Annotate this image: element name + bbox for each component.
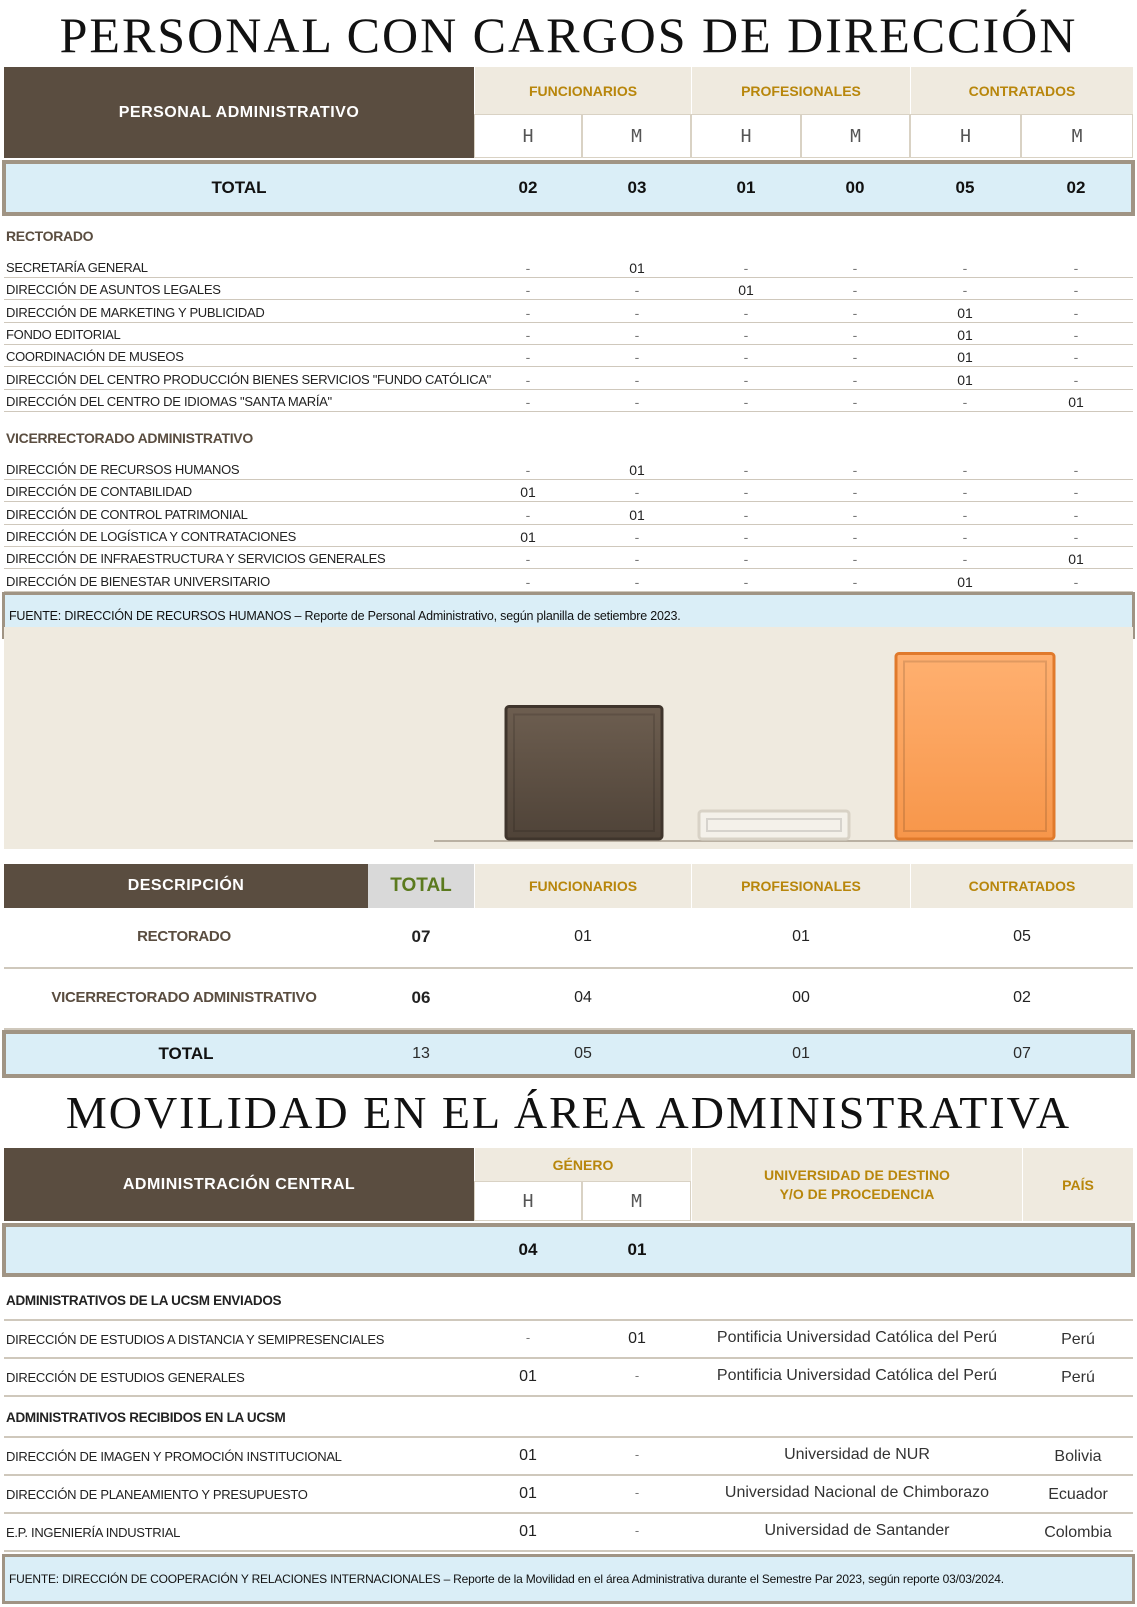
mobility-row-h: 01 bbox=[519, 1368, 537, 1385]
row-value: - bbox=[962, 484, 968, 501]
row-value: 01 bbox=[1068, 393, 1084, 410]
mobility-row-m: 01 bbox=[628, 1330, 646, 1347]
mobility-row-pais: Colombia bbox=[1044, 1524, 1112, 1541]
header-sub-m: M bbox=[1021, 114, 1133, 158]
table-row bbox=[4, 368, 1133, 390]
mobility-row-h: 01 bbox=[519, 1447, 537, 1464]
row-value: - bbox=[634, 349, 640, 366]
summary-row bbox=[4, 969, 1133, 1030]
section-heading: VICERRECTORADO ADMINISTRATIVO bbox=[6, 430, 253, 446]
header-funcionarios: FUNCIONARIOS bbox=[474, 67, 691, 114]
row-value: - bbox=[962, 282, 968, 299]
row-value: - bbox=[525, 304, 531, 321]
mobility-row-universidad: Pontificia Universidad Católica del Perú bbox=[716, 1329, 998, 1346]
mobility-row-m: - bbox=[634, 1368, 640, 1383]
header-universidad-line1: UNIVERSIDAD DE DESTINO bbox=[764, 1166, 950, 1183]
mobility-row-m: - bbox=[634, 1485, 640, 1500]
mobility-row bbox=[4, 1321, 1133, 1359]
row-value: 01 bbox=[520, 484, 536, 501]
row-label: DIRECCIÓN DE CONTROL PATRIMONIAL bbox=[6, 506, 248, 522]
row-value: - bbox=[852, 462, 858, 478]
row-value: - bbox=[743, 528, 749, 545]
row-value: - bbox=[743, 349, 749, 366]
row-value: - bbox=[962, 462, 968, 478]
total-value: 02 bbox=[1066, 178, 1086, 197]
mobility-row-label: DIRECCIÓN DE IMAGEN Y PROMOCIÓN INSTITUCIONAL bbox=[6, 1449, 342, 1464]
row-value: 01 bbox=[957, 573, 973, 590]
row-value: - bbox=[525, 506, 531, 523]
table-row bbox=[4, 480, 1133, 502]
row-value: 01 bbox=[629, 260, 645, 276]
mobility-row-universidad: Pontificia Universidad Católica del Perú bbox=[716, 1367, 998, 1384]
row-value: 01 bbox=[738, 282, 754, 299]
row-value: - bbox=[1073, 304, 1079, 321]
row-value: - bbox=[634, 371, 640, 388]
row-value: - bbox=[743, 462, 749, 478]
mobility-total-row bbox=[2, 1223, 1135, 1277]
row-value: - bbox=[852, 506, 858, 523]
summary-header-profesionales: PROFESIONALES bbox=[691, 864, 910, 908]
mobility-row bbox=[4, 1514, 1133, 1552]
row-value: 01 bbox=[629, 462, 645, 478]
header-sub-h: H bbox=[474, 114, 582, 158]
header-administracion-central: ADMINISTRACIÓN CENTRAL bbox=[4, 1148, 474, 1221]
row-label: DIRECCIÓN DE MARKETING Y PUBLICIDAD bbox=[6, 304, 265, 320]
total-value: 01 bbox=[736, 178, 756, 197]
mobility-row-label: E.P. INGENIERÍA INDUSTRIAL bbox=[6, 1525, 181, 1540]
total-value: 00 bbox=[845, 178, 865, 197]
row-value: - bbox=[634, 326, 640, 343]
row-value: - bbox=[852, 484, 858, 501]
summary-row-total: 06 bbox=[411, 988, 431, 1007]
row-value: - bbox=[852, 573, 858, 590]
row-value: 01 bbox=[1068, 551, 1084, 568]
row-value: - bbox=[852, 551, 858, 568]
summary-total-value: 07 bbox=[1013, 1045, 1031, 1062]
total-value: 03 bbox=[627, 178, 647, 197]
row-value: - bbox=[852, 260, 858, 276]
summary-header-descripcion: DESCRIPCIÓN bbox=[4, 864, 368, 908]
table-row bbox=[4, 301, 1133, 323]
page-title-direccion: PERSONAL CON CARGOS DE DIRECCIÓN bbox=[59, 7, 1078, 63]
section-heading: ADMINISTRATIVOS DE LA UCSM ENVIADOS bbox=[6, 1293, 282, 1308]
mobility-row bbox=[4, 1359, 1133, 1397]
mobility-row-h: 01 bbox=[519, 1523, 537, 1540]
row-value: 01 bbox=[520, 528, 536, 545]
mobility-row-pais: Perú bbox=[1061, 1369, 1095, 1386]
row-value: 01 bbox=[957, 349, 973, 366]
header-sub-m: M bbox=[801, 114, 910, 158]
header-contratados: CONTRATADOS bbox=[910, 67, 1133, 114]
mobility-row-m: - bbox=[634, 1447, 640, 1462]
mobility-row-m: - bbox=[634, 1523, 640, 1538]
header-sub-m: M bbox=[582, 114, 691, 158]
mobility-row-universidad: Universidad de NUR bbox=[784, 1446, 930, 1463]
header-pais: PAÍS bbox=[1022, 1148, 1133, 1221]
row-value: - bbox=[525, 282, 531, 299]
summary-header-total: TOTAL bbox=[368, 864, 474, 908]
mobility-row-pais: Ecuador bbox=[1048, 1486, 1108, 1503]
page-title-movilidad: MOVILIDAD EN EL ÁREA ADMINISTRATIVA bbox=[65, 1087, 1072, 1138]
row-value: - bbox=[525, 349, 531, 366]
row-value: - bbox=[743, 551, 749, 568]
row-value: 01 bbox=[629, 506, 645, 523]
total-label: TOTAL bbox=[211, 178, 267, 197]
bar-chart-svg bbox=[4, 627, 1133, 849]
summary-total-value: 01 bbox=[792, 1045, 810, 1062]
row-value: - bbox=[743, 304, 749, 321]
row-label: DIRECCIÓN DE ASUNTOS LEGALES bbox=[6, 282, 221, 298]
header-genero: GÉNERO bbox=[474, 1148, 691, 1181]
row-value: - bbox=[852, 304, 858, 321]
row-value: - bbox=[852, 371, 858, 388]
row-value: - bbox=[852, 349, 858, 366]
row-label: DIRECCIÓN DE CONTABILIDAD bbox=[6, 484, 192, 500]
mobility-row-universidad: Universidad de Santander bbox=[764, 1522, 950, 1539]
bar-contratados bbox=[896, 654, 1054, 840]
header-profesionales: PROFESIONALES bbox=[691, 67, 910, 114]
table-row bbox=[4, 503, 1133, 525]
row-label: SECRETARÍA GENERAL bbox=[6, 260, 148, 275]
row-value: - bbox=[634, 551, 640, 568]
header-sub-m: M bbox=[582, 1181, 691, 1221]
row-value: - bbox=[634, 573, 640, 590]
header-sub-h: H bbox=[910, 114, 1021, 158]
row-value: - bbox=[743, 371, 749, 388]
row-value: - bbox=[1073, 484, 1079, 501]
row-label: DIRECCIÓN DE RECURSOS HUMANOS bbox=[6, 462, 240, 477]
row-value: - bbox=[852, 393, 858, 410]
summary-total-label: TOTAL bbox=[158, 1044, 214, 1063]
row-value: - bbox=[852, 282, 858, 299]
mobility-row-pais: Bolivia bbox=[1054, 1448, 1102, 1465]
row-value: - bbox=[1073, 282, 1079, 299]
row-label: DIRECCIÓN DE BIENESTAR UNIVERSITARIO bbox=[6, 573, 270, 589]
summary-row bbox=[4, 908, 1133, 969]
summary-row-value: 05 bbox=[1013, 928, 1031, 945]
summary-row-value: 01 bbox=[574, 928, 592, 945]
row-value: 01 bbox=[957, 326, 973, 343]
table-row bbox=[4, 570, 1133, 592]
row-value: - bbox=[1073, 349, 1079, 366]
row-value: - bbox=[962, 393, 968, 410]
row-value: - bbox=[634, 282, 640, 299]
summary-total-value: 05 bbox=[574, 1045, 592, 1062]
bar-profesionales bbox=[699, 811, 849, 839]
header-universidad-destino bbox=[691, 1148, 1022, 1221]
section-heading: ADMINISTRATIVOS RECIBIDOS EN LA UCSM bbox=[6, 1410, 286, 1425]
summary-row-value: 02 bbox=[1013, 989, 1031, 1006]
table-row bbox=[4, 458, 1133, 480]
total-value: 05 bbox=[955, 178, 975, 197]
row-value: - bbox=[525, 371, 531, 388]
table-row bbox=[4, 323, 1133, 345]
row-value: - bbox=[634, 393, 640, 410]
summary-total-value: 13 bbox=[412, 1045, 430, 1062]
summary-row-total: 07 bbox=[411, 927, 431, 946]
row-label: DIRECCIÓN DE INFRAESTRUCTURA Y SERVICIOS GENERALES bbox=[6, 551, 386, 567]
header-sub-h: H bbox=[691, 114, 801, 158]
table-row bbox=[4, 278, 1133, 300]
header-sub-h: H bbox=[474, 1181, 582, 1221]
mobility-source-note: FUENTE: DIRECCIÓN DE COOPERACIÓN Y RELACIONES INTERNACIONALES – Reporte de la Movilidad en el área Administrativa durante el Semestre Par 2023, según reporte 03/03/2024. bbox=[2, 1554, 1135, 1604]
row-value: - bbox=[1073, 573, 1079, 590]
row-label: FONDO EDITORIAL bbox=[6, 326, 121, 342]
mobility-row-label: DIRECCIÓN DE ESTUDIOS A DISTANCIA Y SEMIPRESENCIALES bbox=[6, 1332, 385, 1347]
row-value: - bbox=[634, 304, 640, 321]
row-value: - bbox=[852, 528, 858, 545]
header-personal-administrativo: PERSONAL ADMINISTRATIVO bbox=[4, 67, 474, 158]
table-row bbox=[4, 345, 1133, 367]
summary-header-contratados: CONTRATADOS bbox=[910, 864, 1133, 908]
table-row bbox=[4, 256, 1133, 278]
summary-row-value: 01 bbox=[792, 928, 810, 945]
mobility-row bbox=[4, 1438, 1133, 1476]
row-value: - bbox=[1073, 506, 1079, 523]
source-note: FUENTE: DIRECCIÓN DE RECURSOS HUMANOS – Reporte de Personal Administrativo, según planilla de setiembre 2023. bbox=[2, 592, 1135, 639]
mobility-row-label: DIRECCIÓN DE ESTUDIOS GENERALES bbox=[6, 1370, 245, 1385]
bar-funcionarios bbox=[506, 707, 662, 840]
row-value: - bbox=[634, 528, 640, 545]
mobility-row-h: - bbox=[525, 1330, 531, 1345]
row-value: - bbox=[962, 506, 968, 523]
mobility-row-label: DIRECCIÓN DE PLANEAMIENTO Y PRESUPUESTO bbox=[6, 1487, 308, 1502]
row-value: - bbox=[743, 260, 749, 276]
row-value: - bbox=[525, 326, 531, 343]
row-label: DIRECCIÓN DE LOGÍSTICA Y CONTRATACIONES bbox=[6, 528, 296, 544]
summary-row-value: 04 bbox=[574, 989, 592, 1006]
row-value: - bbox=[852, 326, 858, 343]
row-value: - bbox=[1073, 528, 1079, 545]
header-universidad-line2: Y/O DE PROCEDENCIA bbox=[779, 1185, 935, 1202]
row-value: - bbox=[743, 393, 749, 410]
row-value: - bbox=[962, 528, 968, 545]
row-value: - bbox=[1073, 462, 1079, 478]
row-value: - bbox=[525, 573, 531, 590]
row-value: - bbox=[743, 326, 749, 343]
row-value: 01 bbox=[957, 371, 973, 388]
row-value: - bbox=[525, 462, 531, 478]
mobility-total-value: 04 bbox=[518, 1240, 538, 1259]
row-value: 01 bbox=[957, 304, 973, 321]
row-value: - bbox=[743, 506, 749, 523]
mobility-total-value: 01 bbox=[627, 1240, 647, 1259]
row-value: - bbox=[743, 573, 749, 590]
table-row bbox=[4, 390, 1133, 412]
row-value: - bbox=[634, 484, 640, 501]
row-value: - bbox=[1073, 326, 1079, 343]
mobility-row-universidad: Universidad Nacional de Chimborazo bbox=[724, 1484, 990, 1501]
row-value: - bbox=[962, 551, 968, 568]
row-value: - bbox=[525, 393, 531, 410]
row-label: DIRECCIÓN DEL CENTRO DE IDIOMAS "SANTA MARÍA" bbox=[6, 393, 332, 409]
row-value: - bbox=[1073, 260, 1079, 276]
row-label: DIRECCIÓN DEL CENTRO PRODUCCIÓN BIENES SERVICIOS "FUNDO CATÓLICA" bbox=[6, 371, 491, 387]
summary-row-value: 00 bbox=[792, 989, 810, 1006]
summary-row-label: VICERRECTORADO ADMINISTRATIVO bbox=[51, 989, 317, 1006]
row-value: - bbox=[962, 260, 968, 276]
summary-row-label: RECTORADO bbox=[137, 928, 231, 945]
row-label: COORDINACIÓN DE MUSEOS bbox=[6, 349, 184, 365]
mobility-row-pais: Perú bbox=[1061, 1331, 1095, 1348]
row-value: - bbox=[1073, 371, 1079, 388]
row-value: - bbox=[525, 551, 531, 568]
row-value: - bbox=[743, 484, 749, 501]
mobility-row bbox=[4, 1476, 1133, 1514]
table-row bbox=[4, 547, 1133, 569]
section-heading: RECTORADO bbox=[6, 228, 94, 244]
bar-chart bbox=[4, 627, 1133, 849]
row-value: - bbox=[525, 260, 531, 276]
mobility-row-h: 01 bbox=[519, 1485, 537, 1502]
total-value: 02 bbox=[518, 178, 538, 197]
summary-header-funcionarios: FUNCIONARIOS bbox=[474, 864, 691, 908]
table-row bbox=[4, 525, 1133, 547]
